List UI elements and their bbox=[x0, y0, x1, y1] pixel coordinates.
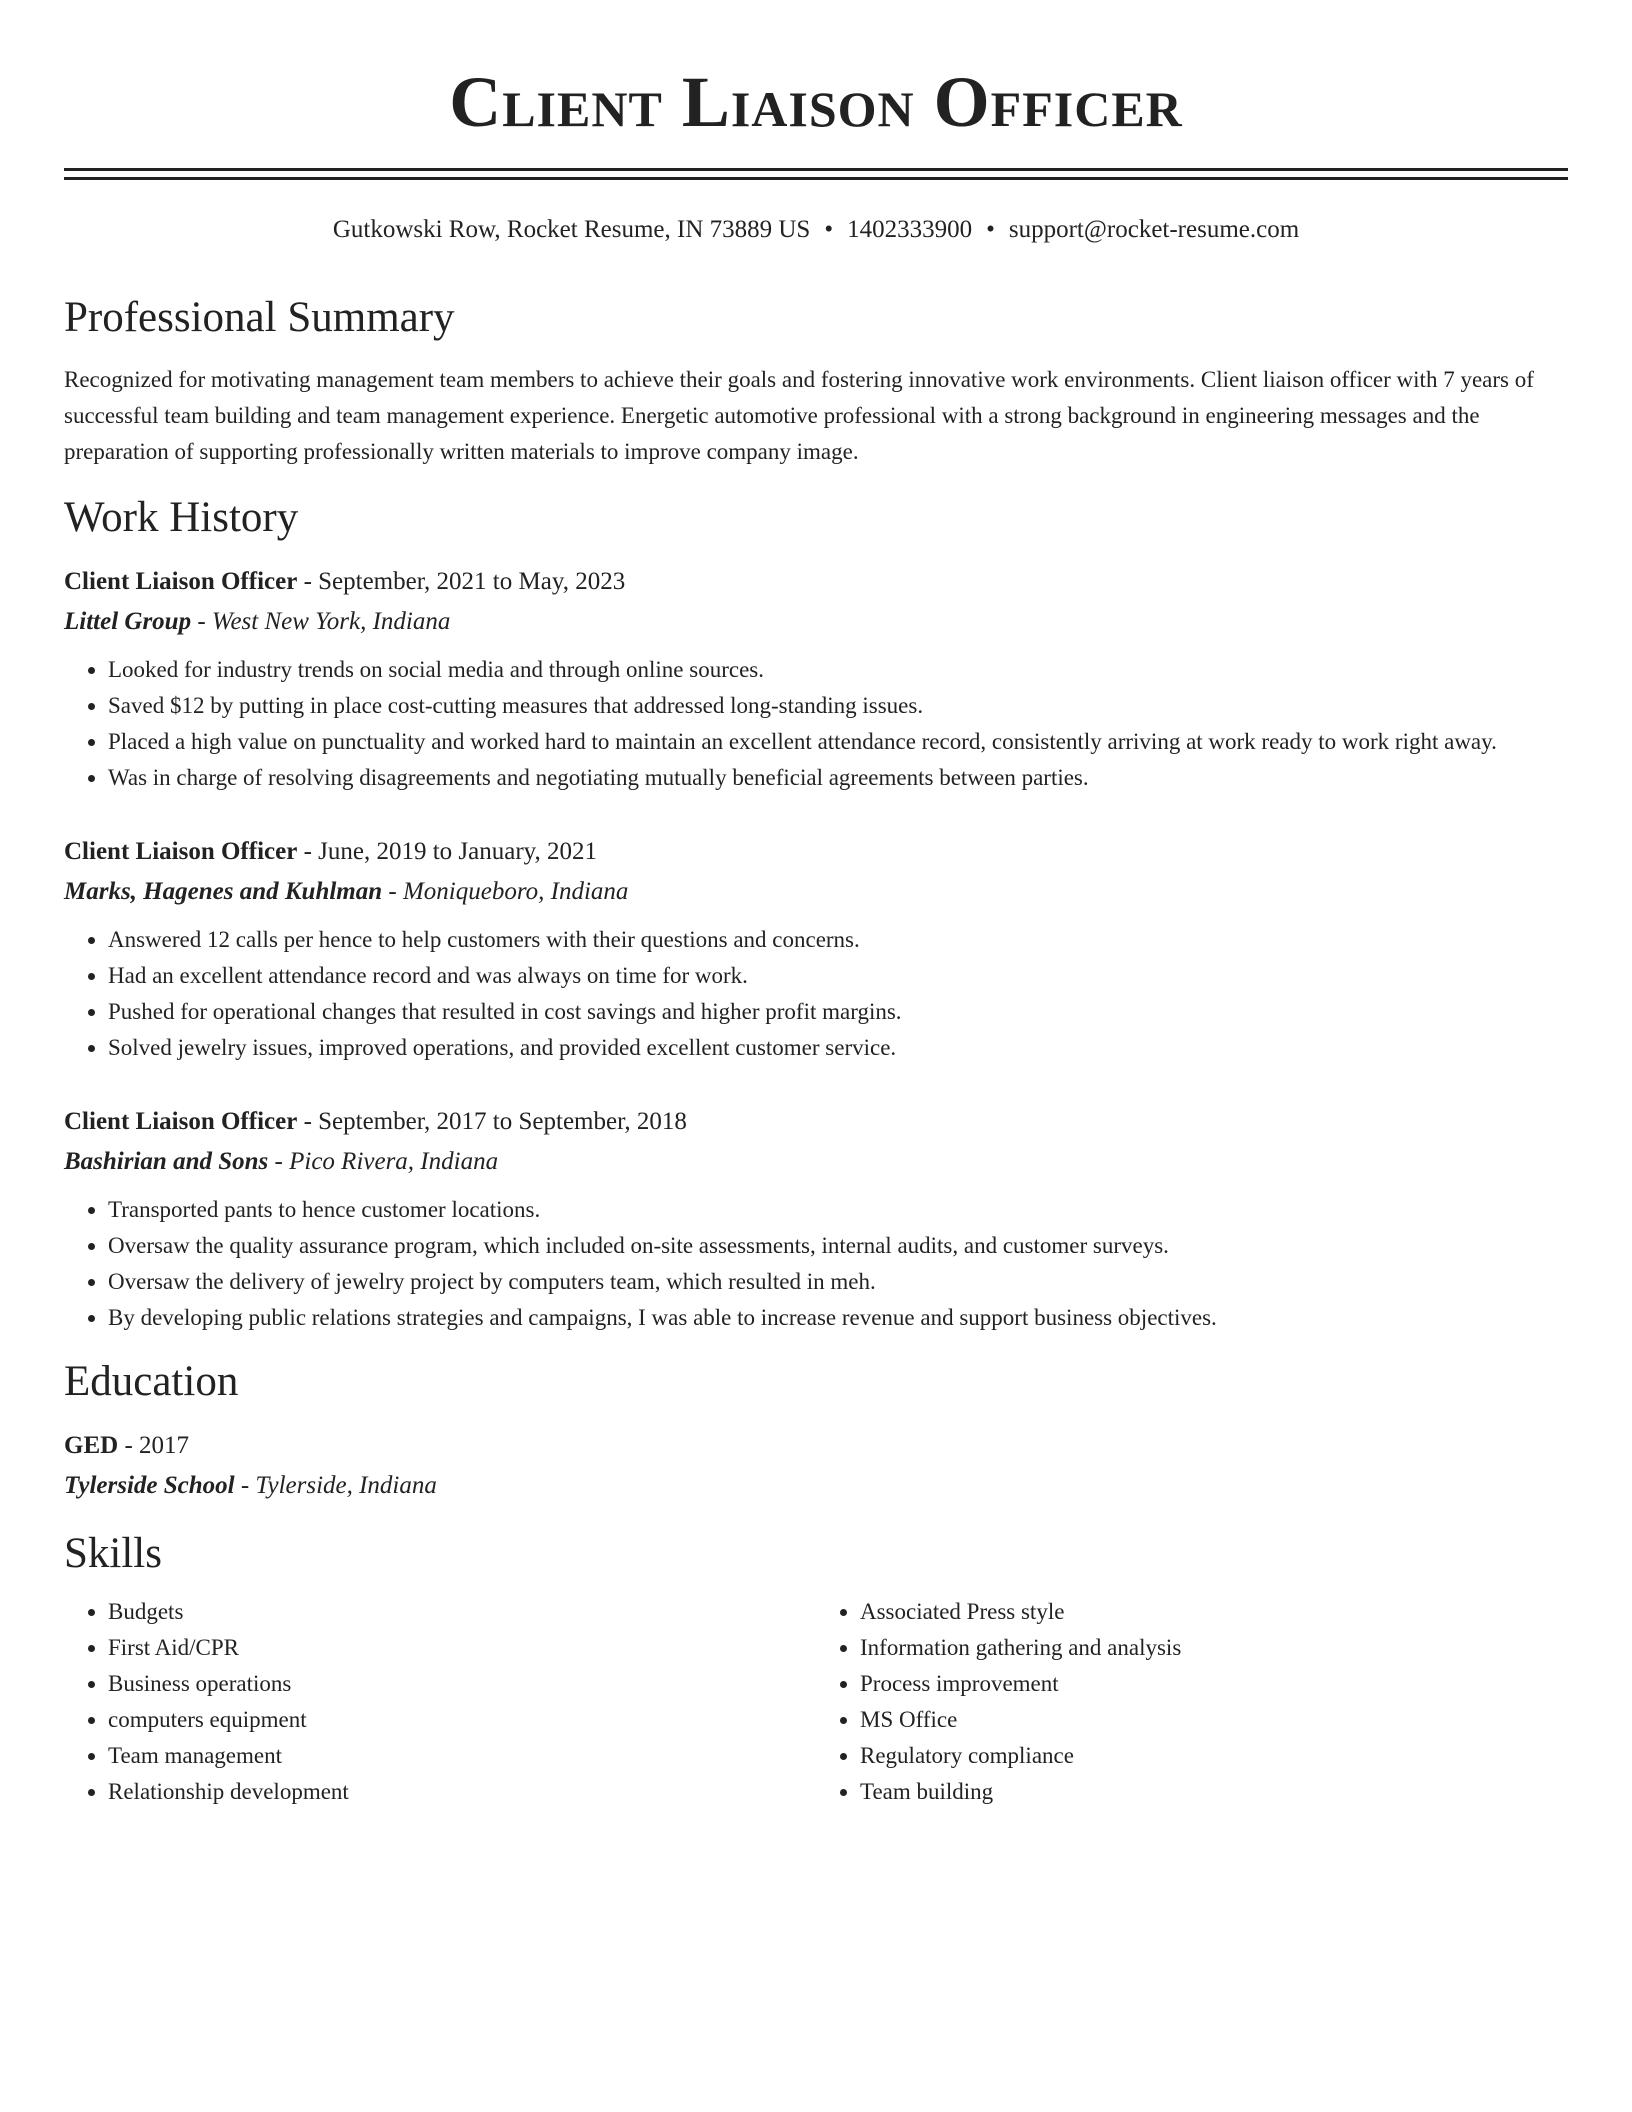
job-company: Littel Group bbox=[64, 608, 192, 635]
dash: - bbox=[234, 1472, 256, 1499]
title-double-rule bbox=[64, 168, 1568, 180]
work-history-heading: Work History bbox=[64, 494, 299, 541]
dash: - bbox=[297, 568, 319, 595]
job-company-line bbox=[64, 602, 1568, 642]
job-bullet: • Answered 12 calls per hence to help customers with their questions and concerns. bbox=[108, 922, 1568, 958]
skill-item: • Process improvement bbox=[860, 1666, 1568, 1702]
skill-item: • Relationship development bbox=[108, 1774, 816, 1810]
job-title-line bbox=[64, 562, 1568, 602]
skill-item: • computers equipment bbox=[108, 1702, 816, 1738]
summary-section bbox=[64, 292, 1568, 470]
job-location: Pico Rivera, Indiana bbox=[289, 1148, 499, 1175]
job-company-line bbox=[64, 1142, 1568, 1182]
job-dates: September, 2017 to September, 2018 bbox=[318, 1108, 687, 1135]
job-location: Moniqueboro, Indiana bbox=[402, 878, 629, 905]
skill-item: • Team building bbox=[860, 1774, 1568, 1810]
job-bullet: • Had an excellent attendance record and was always on time for work. bbox=[108, 958, 1568, 994]
skill-item: • Information gathering and analysis bbox=[860, 1630, 1568, 1666]
job-dates: June, 2019 to January, 2021 bbox=[318, 838, 598, 865]
contact-address: Gutkowski Row, Rocket Resume, IN 73889 US bbox=[332, 216, 811, 243]
dash: - bbox=[191, 608, 212, 635]
job-bullet: • Transported pants to hence customer locations. bbox=[108, 1192, 1568, 1228]
summary-heading: Professional Summary bbox=[64, 294, 455, 341]
education-entry bbox=[64, 1426, 1568, 1506]
job-bullet: • Pushed for operational changes that resulted in cost savings and higher profit margins. bbox=[108, 994, 1568, 1030]
skill-item: • Budgets bbox=[108, 1594, 816, 1630]
education-section bbox=[64, 1356, 1568, 1506]
job-entry bbox=[64, 832, 1568, 1066]
job-location: West New York, Indiana bbox=[211, 608, 451, 635]
school-location: Tylerside, Indiana bbox=[255, 1472, 437, 1499]
school-name: Tylerside School bbox=[64, 1472, 235, 1499]
job-company-line bbox=[64, 872, 1568, 912]
resume-title: Client Liaison Officer bbox=[449, 62, 1183, 142]
skill-item: • Associated Press style bbox=[860, 1594, 1568, 1630]
job-company: Bashirian and Sons bbox=[64, 1148, 269, 1175]
skills-heading: Skills bbox=[64, 1530, 162, 1577]
dash: - bbox=[297, 838, 319, 865]
degree-year: 2017 bbox=[139, 1432, 190, 1459]
job-title: Client Liaison Officer bbox=[64, 838, 298, 865]
degree-line bbox=[64, 1426, 1568, 1466]
skill-item: • Team management bbox=[108, 1738, 816, 1774]
skill-item: • Regulatory compliance bbox=[860, 1738, 1568, 1774]
work-history-section bbox=[64, 492, 1568, 1336]
job-bullet: • Saved $12 by putting in place cost-cutting measures that addressed long-standing issues. bbox=[108, 688, 1568, 724]
dash: - bbox=[297, 1108, 319, 1135]
dash: - bbox=[268, 1148, 290, 1175]
dash: - bbox=[118, 1432, 140, 1459]
skill-item: • MS Office bbox=[860, 1702, 1568, 1738]
skills-section bbox=[64, 1528, 1568, 1810]
job-bullet: • Placed a high value on punctuality and worked hard to maintain an excellent attendance record, consistently arriving at work ready to work right away. bbox=[108, 724, 1568, 760]
job-bullet: • Looked for industry trends on social media and through online sources. bbox=[108, 652, 1568, 688]
degree: GED bbox=[64, 1432, 119, 1459]
job-bullets bbox=[64, 652, 1568, 796]
job-bullet: • Was in charge of resolving disagreements and negotiating mutually beneficial agreements between parties. bbox=[108, 760, 1568, 796]
skills-list-left bbox=[64, 1594, 816, 1810]
skill-item: • Business operations bbox=[108, 1666, 816, 1702]
job-bullet: • Oversaw the delivery of jewelry project by computers team, which resulted in meh. bbox=[108, 1264, 1568, 1300]
summary-text: Recognized for motivating management team members to achieve their goals and fostering innovative work environments. Client liaison officer with 7 years of successful team building and team management experience. Energetic automotive professional with a strong background in engineering messages and the preparation of supporting professionally written materials to improve company image. bbox=[64, 367, 1534, 464]
job-bullet: • Solved jewelry issues, improved operations, and provided excellent customer service. bbox=[108, 1030, 1568, 1066]
contact-separator: • bbox=[824, 216, 834, 243]
education-heading: Education bbox=[64, 1358, 239, 1405]
skills-list-right bbox=[816, 1594, 1568, 1810]
job-bullet: • By developing public relations strategies and campaigns, I was able to increase revenue and support business objectives. bbox=[108, 1300, 1568, 1336]
job-bullets bbox=[64, 922, 1568, 1066]
contact-phone: 1402333900 bbox=[847, 216, 973, 243]
school-line bbox=[64, 1466, 1568, 1506]
job-entry bbox=[64, 562, 1568, 796]
job-title: Client Liaison Officer bbox=[64, 568, 298, 595]
contact-email: support@rocket-resume.com bbox=[1008, 216, 1300, 243]
dash: - bbox=[382, 878, 403, 905]
job-title-line bbox=[64, 832, 1568, 872]
job-company: Marks, Hagenes and Kuhlman bbox=[64, 878, 383, 905]
skills-columns bbox=[64, 1594, 1568, 1810]
job-title-line bbox=[64, 1102, 1568, 1142]
skill-item: • First Aid/CPR bbox=[108, 1630, 816, 1666]
job-title: Client Liaison Officer bbox=[64, 1108, 298, 1135]
contact-separator: • bbox=[986, 216, 995, 243]
job-entry bbox=[64, 1102, 1568, 1336]
job-bullet: • Oversaw the quality assurance program, which included on-site assessments, internal audits, and customer surveys. bbox=[108, 1228, 1568, 1264]
resume-page bbox=[64, 0, 1568, 1810]
job-bullets bbox=[64, 1192, 1568, 1336]
contact-line bbox=[64, 214, 1568, 246]
job-dates: September, 2021 to May, 2023 bbox=[318, 568, 626, 595]
